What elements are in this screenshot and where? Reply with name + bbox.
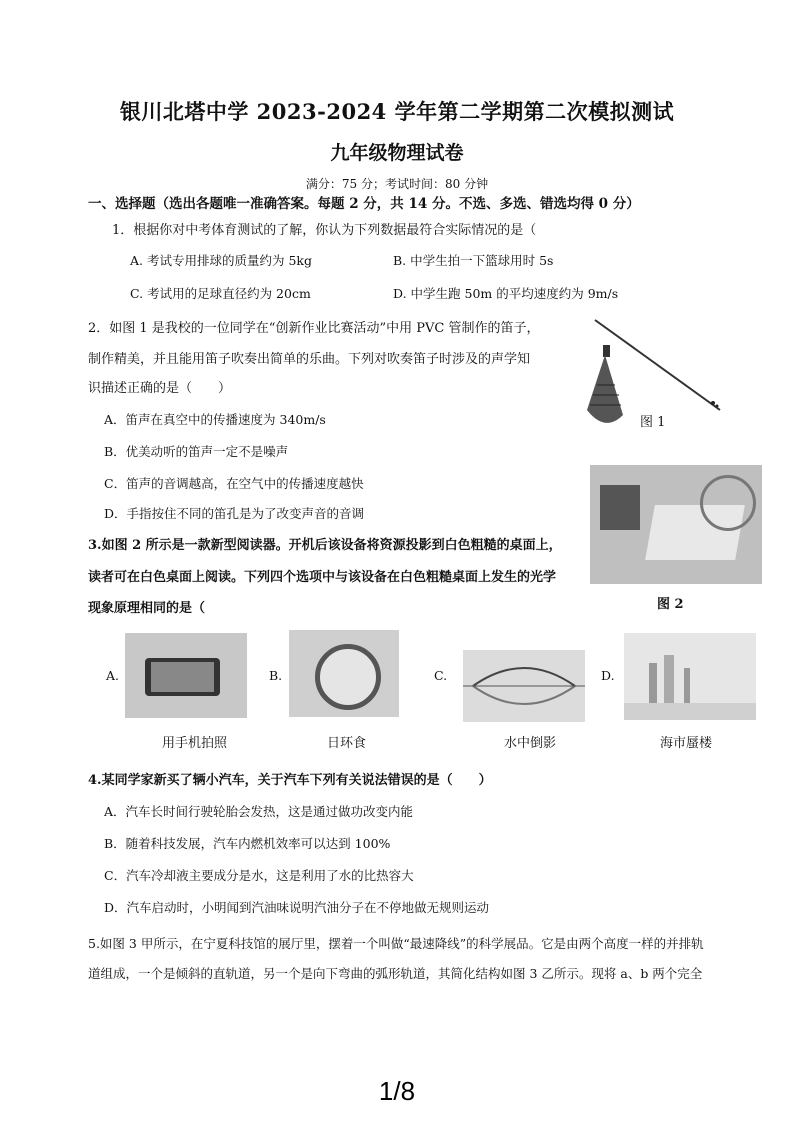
figure-2-reader-photo <box>590 465 762 584</box>
q2-option-c: C．笛声的音调越高，在空气中的传播速度越快 <box>104 476 364 491</box>
q3-option-a-letter: A. <box>106 668 120 683</box>
q3-option-c-caption: 水中倒影 <box>504 736 557 751</box>
q2-line1: 2．如图 1 是我校的一位同学在“创新作业比赛活动”中用 PVC 管制作的笛子， <box>88 321 540 336</box>
q3-option-d-image <box>624 633 756 720</box>
q1-stem: 1．根据你对中考体育测试的了解，你认为下列数据最符合实际情况的是（ <box>112 223 537 238</box>
q2-option-d: D．手指按住不同的笛孔是为了改变声音的音调 <box>104 506 365 521</box>
q2-line2: 制作精美，并且能用笛子吹奏出简单的乐曲。下列对吹奏笛子时涉及的声学知 <box>88 352 531 367</box>
q3-option-c-image <box>463 650 585 722</box>
q3-option-b-caption: 日环食 <box>327 736 367 751</box>
q4-option-a: A．汽车长时间行驶轮胎会发热，这是通过做功改变内能 <box>104 804 414 819</box>
q1-option-d: D. 中学生跑 50m 的平均速度约为 9m/s <box>393 286 619 301</box>
q3-option-d-caption: 海市蜃楼 <box>660 736 713 751</box>
page-number: 1/8 <box>378 1076 416 1106</box>
q3-option-d-letter: D. <box>601 668 615 683</box>
q3-option-b-image <box>289 630 399 717</box>
q4-option-b: B．随着科技发展，汽车内燃机效率可以达到 100% <box>104 836 391 851</box>
q3-line2: 读者可在白色桌面上阅读。下列四个选项中与该设备在白色粗糙桌面上发生的光学 <box>88 570 557 585</box>
exam-meta: 满分：75 分；考试时间：80 分钟 <box>305 177 489 191</box>
q4-option-d: D．汽车启动时，小明闻到汽油味说明汽油分子在不停地做无规则运动 <box>104 900 490 915</box>
q4-stem: 4.某同学家新买了辆小汽车，关于汽车下列有关说法错误的是（ ） <box>88 773 492 788</box>
q3-option-c-letter: C. <box>434 668 448 683</box>
figure-1-label: 图 1 <box>640 415 666 430</box>
q5-line1: 5.如图 3 甲所示，在宁夏科技馆的展厅里，摆着一个叫做“最速降线”的科学展品。它是由两个高度一样的并排轨 <box>88 936 704 951</box>
section-heading: 一、选择题（选出各题唯一准确答案。每题 2 分，共 14 分。不选、多选、错选均得 0 分） <box>88 196 640 212</box>
q1-option-b: B. 中学生拍一下篮球用时 5s <box>393 253 554 268</box>
page-subtitle: 九年级物理试卷 <box>330 142 464 164</box>
q3-line3: 现象原理相同的是（ <box>88 601 206 616</box>
q3-option-a-image <box>125 633 247 718</box>
q1-option-c: C. 考试用的足球直径约为 20cm <box>130 286 311 301</box>
q1-option-a: A. 考试专用排球的质量约为 5kg <box>130 253 312 268</box>
q3-line1: 3.如图 2 所示是一款新型阅读器。开机后该设备将资源投影到白色粗糙的桌面上， <box>88 538 562 553</box>
q3-option-a-caption: 用手机拍照 <box>162 736 228 751</box>
q5-line2: 道组成，一个是倾斜的直轨道，另一个是向下弯曲的弧形轨道，其简化结构如图 3 乙所示。现将 a、b 两个完全 <box>88 966 703 981</box>
q2-option-a: A．笛声在真空中的传播速度为 340m/s <box>104 412 326 427</box>
q2-line3: 识描述正确的是（ ） <box>88 381 232 396</box>
q3-option-b-letter: B. <box>269 668 283 683</box>
q4-option-c: C．汽车冷却液主要成分是水，这是利用了水的比热容大 <box>104 868 414 883</box>
figure-2-label: 图 2 <box>657 597 684 612</box>
page-title: 银川北塔中学 2023-2024 学年第二学期第二次模拟测试 <box>119 99 675 124</box>
q2-option-b: B．优美动听的笛声一定不是噪声 <box>104 444 289 459</box>
